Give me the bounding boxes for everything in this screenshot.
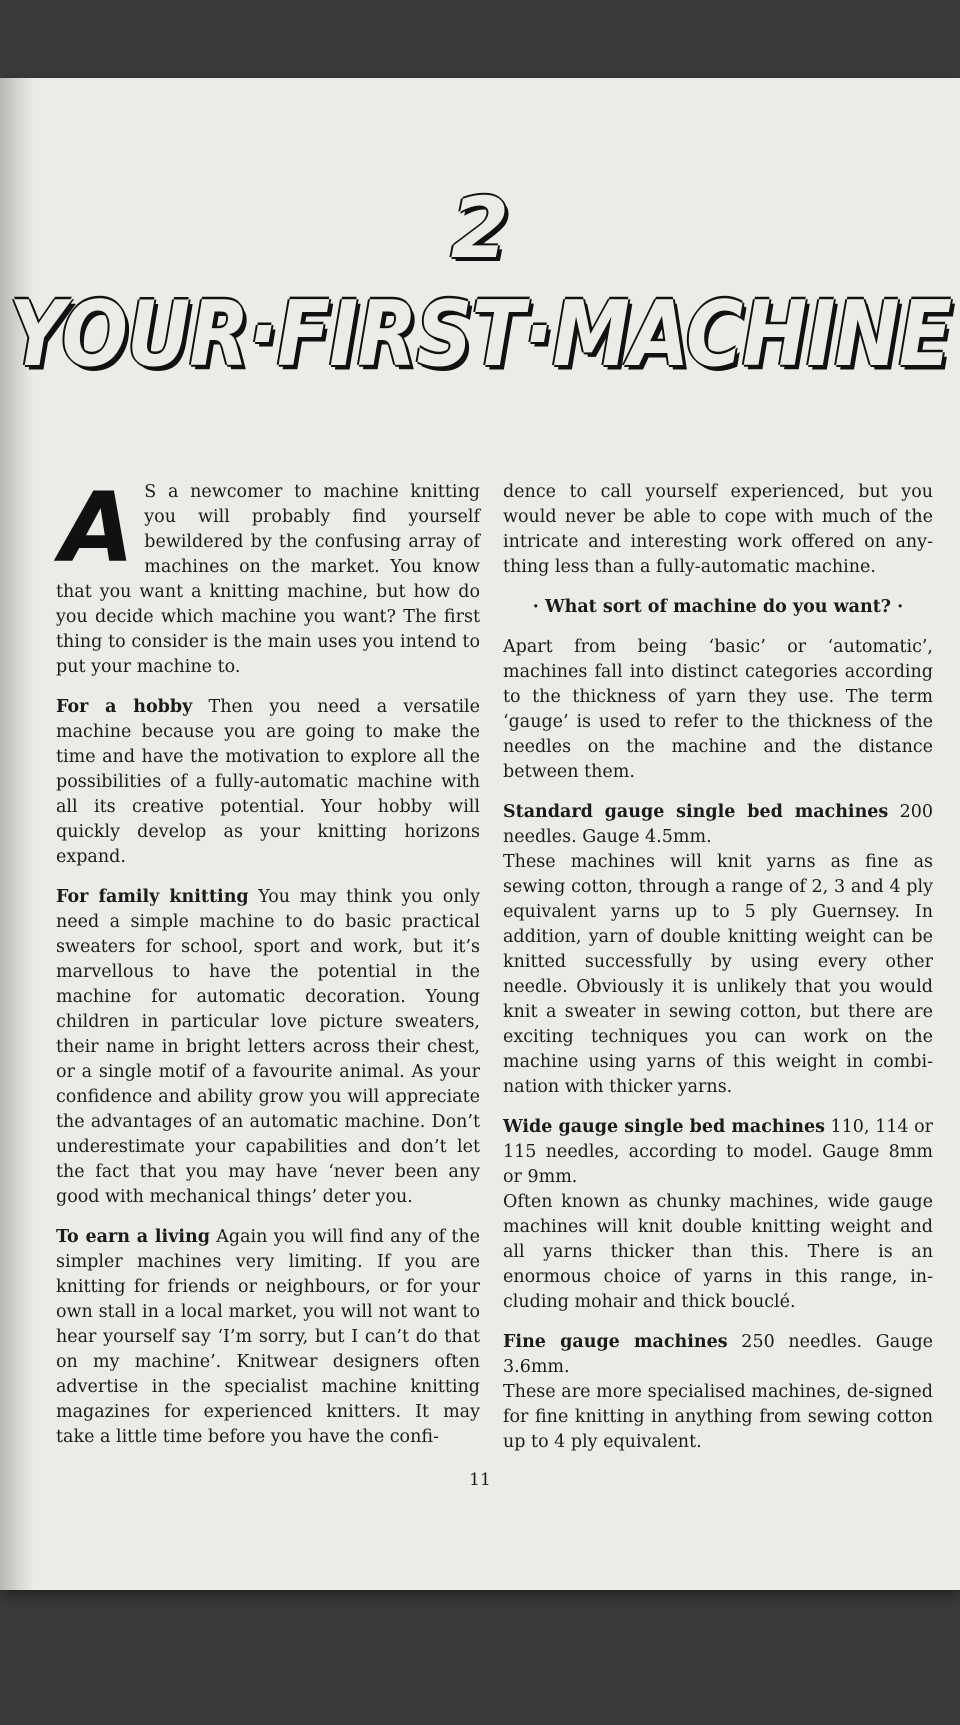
page-number: 11 xyxy=(469,1470,491,1490)
standard-text: These machines will knit yarns as fine as sewing cotton, through a range of 2, 3 and 4 ply equivalent yarns up to 5 ply Guernsey. In addition, yarn of double knitting weight can be knitted successfully by using every other needle. Obviously it is unlikely that you would knit a sweater in sewing cotton, but there are exciting techniques you can work on the machine using yarns of this weight in combi-nation with thicker yarns. xyxy=(503,852,933,1097)
family-paragraph xyxy=(56,885,480,1210)
living-heading: To earn a living xyxy=(56,1227,210,1247)
fine-heading: Fine gauge machines xyxy=(503,1332,728,1352)
family-heading: For family knitting xyxy=(56,887,249,907)
fine-specs: 250 needles. Gauge 3.6mm. xyxy=(503,1332,933,1377)
living-paragraph xyxy=(56,1225,480,1450)
hobby-paragraph xyxy=(56,695,480,870)
living-text: Again you will find any of the simpler machines very limiting. If you are knitting for friends or neighbours, or for your own stall in a local market, you will not want to hear yourself say ‘I’m sorry, but I can’t do that on my machine’. Knitwear designers often advertise in the specialist machine knitting magazines for experienced knitters. It may take a little time before you have the confi- xyxy=(56,1227,480,1447)
standard-heading: Standard gauge single bed machines xyxy=(503,802,889,822)
standard-paragraph xyxy=(503,800,933,1100)
wide-text: Often known as chunky machines, wide gauge machines will knit double knitting weight and all yarns thicker than this. There is an enormous choice of yarns in this range, in-cluding mohair and thick bouclé. xyxy=(503,1192,933,1312)
hobby-heading: For a hobby xyxy=(56,697,193,717)
hobby-text: Then you need a versatile machine because you are going to make the time and have the motivation to explore all the possibilities of a fully-automatic machine with all its creative potential. Your hobby will quickly develop as your knitting horizons expand. xyxy=(56,697,481,867)
chapter-title: YOUR·FIRST·MACHINE xyxy=(8,283,952,387)
drop-cap: A xyxy=(60,472,135,584)
fine-paragraph xyxy=(503,1330,933,1455)
chapter-number: 2 xyxy=(450,179,510,277)
wide-specs: 110, 114 or 115 needles, according to model. Gauge 8mm or 9mm. xyxy=(503,1117,933,1187)
section-subheading: · What sort of machine do you want? · xyxy=(532,597,904,617)
wide-paragraph xyxy=(503,1115,933,1315)
family-text: You may think you only need a simple machine to do basic practical sweaters for school, sport and work, but it’s marvellous to have the potential in the machine for automatic decoration. Young children in particular love picture sweaters, their name in bright letters across their chest, or a single motif of a favourite animal. As your confidence and ability grow you will appreciate the advantages of an automatic machine. Don’t underestimate your capabilities and don’t let the fact that you may have ‘never been any good with mechanical things’ deter you. xyxy=(56,887,480,1207)
standard-specs: 200 needles. Gauge 4.5mm. xyxy=(503,802,934,847)
intro-paragraph xyxy=(56,472,480,680)
book-page xyxy=(0,78,960,1590)
right-column xyxy=(503,480,933,1470)
intro-text: S a newcomer to machine knitting you will probably find yourself bewildered by the confusing array of machines on the market. You know that you want a knitting machine, but how do you decide which machine you want? The first thing to consider is the main uses you intend to put your machine to. xyxy=(56,482,480,677)
wide-heading: Wide gauge single bed machines xyxy=(503,1117,825,1137)
continuation-paragraph: dence to call yourself experienced, but you would never be able to cope with much of the intricate and interesting work offered on any-thing less than a fully-automatic machine. xyxy=(503,482,933,577)
sort-paragraph: Apart from being ‘basic’ or ‘automatic’, machines fall into distinct categories according to the thickness of yarn they use. The term ‘gauge’ is used to refer to the thickness of the needles on the machine and the distance between them. xyxy=(503,637,933,782)
left-column xyxy=(56,472,481,1465)
fine-text: These are more specialised machines, de-signed for fine knitting in anything from sewing cotton up to 4 ply equivalent. xyxy=(503,1382,933,1452)
